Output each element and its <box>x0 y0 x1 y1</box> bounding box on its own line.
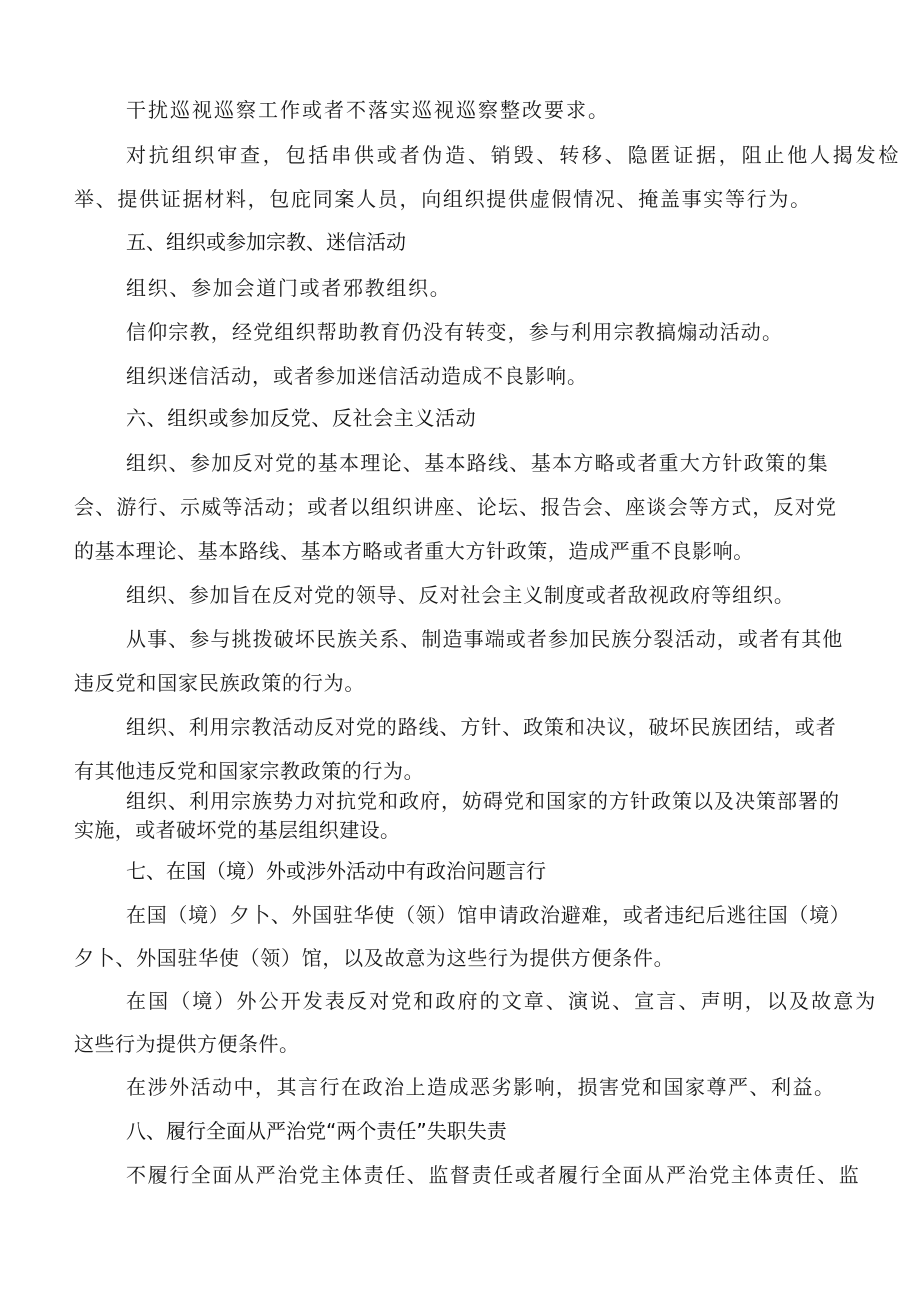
paragraph-a-line-1: 干扰巡视巡察工作或者不落实巡视巡察整改要求。 <box>126 98 610 122</box>
section-6-paragraph-1-line-2: 会、游行、示威等活动；或者以组织讲座、论坛、报告会、座谈会等方式，反对党 <box>74 495 838 519</box>
section-7-paragraph-1-line-2: 夕卜、外国驻华使（领）馆，以及故意为这些行为提供方便条件。 <box>74 946 675 970</box>
section-6-paragraph-4-line-2: 有其他违反党和国家宗教政策的行为。 <box>74 759 425 783</box>
section-6-paragraph-3-line-2: 违反党和国家民族政策的行为。 <box>74 671 366 695</box>
section-6-paragraph-5-line-1: 组织、利用宗族势力对抗党和政府，妨碍党和国家的方针政策以及决策部署的 <box>126 789 840 813</box>
paragraph-b-line-2: 举、提供证据材料，包庇同案人员，向组织提供虚假情况、掩盖事实等行为。 <box>74 187 812 211</box>
section-8-paragraph-1-line-1: 不履行全面从严治党主体责任、监督责任或者履行全面从严治党主体责任、监 <box>126 1163 861 1187</box>
section-7-paragraph-3: 在涉外活动中，其言行在政治上造成恶劣影响，损害党和国家尊严、利益。 <box>126 1075 836 1099</box>
section-6-paragraph-2: 组织、参加旨在反对党的领导、反对社会主义制度或者敌视政府等组织。 <box>126 583 795 607</box>
section-6-paragraph-1-line-3: 的基本理论、基本路线、基本方略或者重大方针政策，造成严重不良影响。 <box>74 539 754 563</box>
section-7-paragraph-2-line-2: 这些行为提供方便条件。 <box>74 1032 300 1056</box>
section-5-paragraph-3: 组织迷信活动，或者参加迷信活动造成不良影响。 <box>126 364 588 388</box>
section-7-heading: 七、在国（境）外或涉外活动中有政治问题言行 <box>126 859 546 883</box>
section-5-heading: 五、组织或参加宗教、迷信活动 <box>126 230 406 254</box>
section-6-paragraph-4-line-1: 组织、利用宗教活动反对党的路线、方针、政策和决议，破坏民族团结，或者 <box>126 715 837 739</box>
section-8-heading: 八、履行全面从严治党“两个责任”失职失责 <box>126 1119 507 1143</box>
section-6-heading: 六、组织或参加反党、反社会主义活动 <box>126 406 477 430</box>
section-5-paragraph-2: 信仰宗教，经党组织帮助教育仍没有转变，参与利用宗教搞煽动活动。 <box>126 320 784 344</box>
paragraph-b-line-1: 对抗组织审查，包括串供或者伪造、销毁、转移、隐匿证据，阻止他人揭发检 <box>126 143 902 167</box>
section-6-paragraph-3-line-1: 从事、参与挑拨破坏民族关系、制造事端或者参加民族分裂活动，或者有其他 <box>126 627 844 651</box>
section-7-paragraph-1-line-1: 在国（境）夕卜、外国驻华使（领）馆申请政治避难，或者违纪后逃往国（境） <box>126 903 851 927</box>
section-7-paragraph-2-line-1: 在国（境）外公开发表反对党和政府的文章、演说、宣言、声明，以及故意为 <box>126 989 878 1013</box>
section-6-paragraph-1-line-1: 组织、参加反对党的基本理论、基本路线、基本方略或者重大方针政策的集 <box>126 451 829 475</box>
section-5-paragraph-1: 组织、参加会道门或者邪教组织。 <box>126 276 452 300</box>
section-6-paragraph-5-line-2: 实施，或者破坏党的基层组织建设。 <box>74 818 401 842</box>
